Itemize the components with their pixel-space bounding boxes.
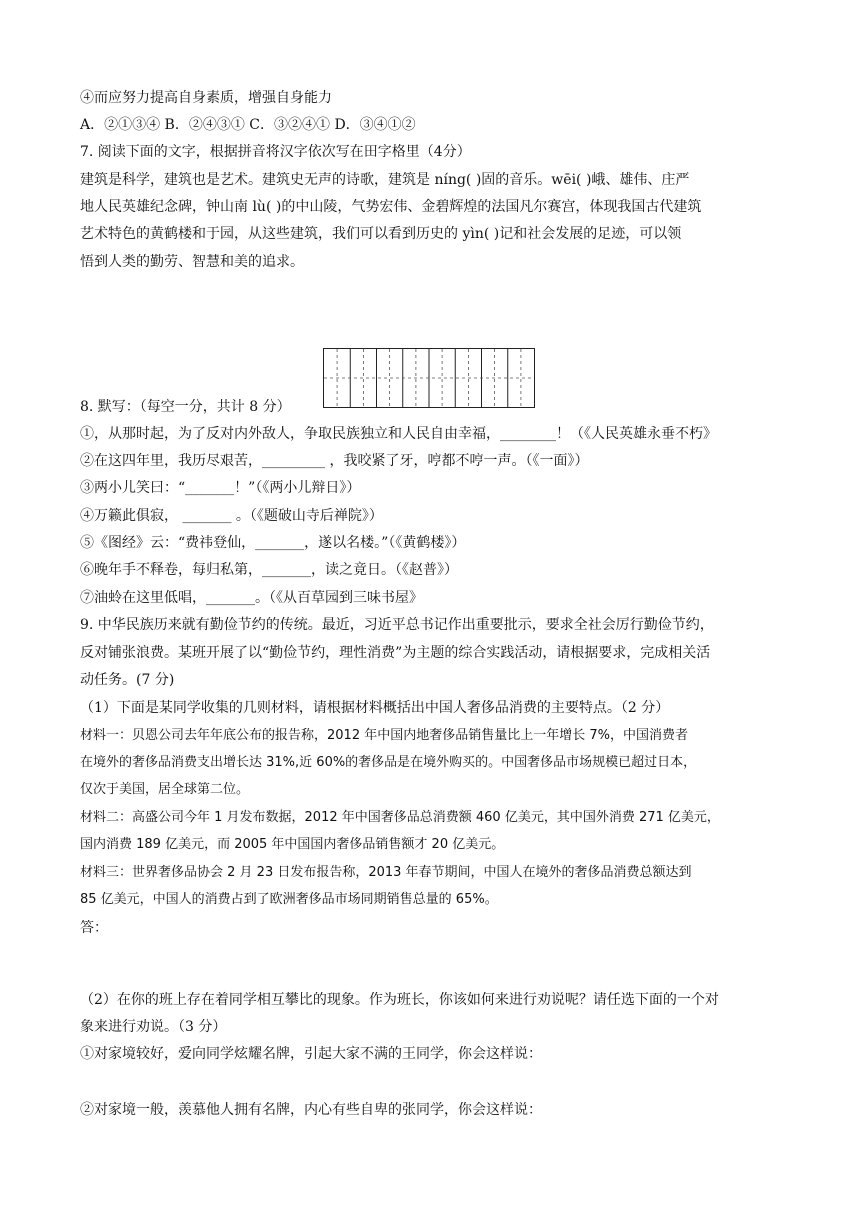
- q8-item: ⑦油蛉在这里低唱，_______。（《从百草园到三味书屋》: [80, 590, 423, 606]
- tianzige-writing-grid[interactable]: [323, 348, 535, 408]
- q8-title: 8. 默写：（每空一分，共计 8 分）: [80, 399, 291, 415]
- q9-intro-line: 动任务。(7 分): [80, 672, 175, 688]
- q8-item: ③两小儿笑曰：“_______！”（《两小儿辩日》）: [80, 480, 361, 496]
- persuade-option-zhang: ②对家境一般，羡慕他人拥有名牌，内心有些自卑的张同学，你会这样说：: [80, 1102, 542, 1118]
- q8-item: ④万籁此俱寂， _______ 。（《题破山寺后禅院》）: [80, 508, 383, 524]
- q9-part2-prompt: 象来进行劝说。（3 分）: [80, 1019, 227, 1035]
- q7-passage-line: 悟到人类的勤劳、智慧和美的追求。: [80, 254, 304, 270]
- q9-intro-line: 9. 中华民族历来就有勤俭节约的传统。最近，习近平总书记作出重要批示，要求全社会厉行勤俭节约，: [80, 617, 714, 633]
- q6-option-4: ④而应努力提高自身素质，增强自身能力: [80, 90, 332, 106]
- material-line: 材料一：贝恩公司去年年底公布的报告称，2012 年中国内地奢侈品销售量比上一年增长 7%，中国消费者: [80, 728, 688, 743]
- material-line: 国内消费 189 亿美元，而 2005 年中国国内奢侈品销售额才 20 亿美元。: [80, 837, 505, 852]
- q9-part1-prompt: （1）下面是某同学收集的几则材料，请根据材料概括出中国人奢侈品消费的主要特点。（2 分）: [80, 700, 670, 716]
- q9-part2-prompt: （2）在你的班上存在着同学相互攀比的现象。作为班长，你该如何来进行劝说呢？请任选下面的一个对: [80, 992, 719, 1008]
- q8-item: ⑤《图经》云：“费祎登仙，_______，遂以名楼。”（《黄鹤楼》）: [80, 535, 466, 551]
- material-line: 85 亿美元，中国人的消费占到了欧洲奢侈品市场同期销售总量的 65%。: [80, 892, 498, 907]
- material-line: 在境外的奢侈品消费支出增长达 31%,近 60%的奢侈品是在境外购买的。中国奢侈品市场规模已超过日本，: [80, 755, 697, 770]
- material-line: 仅次于美国，居全球第二位。: [80, 782, 250, 797]
- persuade-option-wang: ①对家境较好，爱向同学炫耀名牌，引起大家不满的王同学，你会这样说：: [80, 1046, 542, 1062]
- material-line: 材料二：高盛公司今年 1 月发布数据，2012 年中国奢侈品总消费额 460 亿美元，其中国外消费 271 亿美元，: [80, 810, 720, 825]
- answer-label: 答：: [80, 920, 108, 936]
- q7-passage-line: 建筑是科学，建筑也是艺术。建筑史无声的诗歌，建筑是 níng( )固的音乐。wēi( )峨、雄伟、庄严: [80, 172, 690, 188]
- q7-passage-line: 艺术特色的黄鹤楼和于园，从这些建筑，我们可以看到历史的 yìn( )记和社会发展的足迹，可以领: [80, 226, 682, 242]
- q8-item: ②在这四年里，我历尽艰苦，_________ ，我咬紧了牙，哼都不哼一声。（《一面》）: [80, 453, 589, 469]
- q7-title: 7. 阅读下面的文字，根据拼音将汉字依次写在田字格里（4分）: [80, 144, 471, 160]
- q8-item: ①，从那时起，为了反对内外敌人，争取民族独立和人民自由幸福，________！（《人民英雄永垂不朽》: [80, 426, 717, 442]
- q6-choices: A．②①③④ B．②④③① C．③②④① D．③④①②: [80, 117, 416, 133]
- q7-passage-line: 地人民英雄纪念碑，钟山南 lù( )的中山陵，气势宏伟、金碧辉煌的法国凡尔赛宫，体现我国古代建筑: [80, 199, 702, 215]
- material-line: 材料三：世界奢侈品协会 2 月 23 日发布报告称，2013 年春节期间，中国人在境外的奢侈品消费总额达到: [80, 865, 692, 880]
- q9-intro-line: 反对铺张浪费。某班开展了以“勤俭节约，理性消费”为主题的综合实践活动，请根据要求，完成相关活: [80, 645, 711, 661]
- q8-item: ⑥晚年手不释卷，每归私第，_______，读之竟日。（《赵普》）: [80, 562, 458, 578]
